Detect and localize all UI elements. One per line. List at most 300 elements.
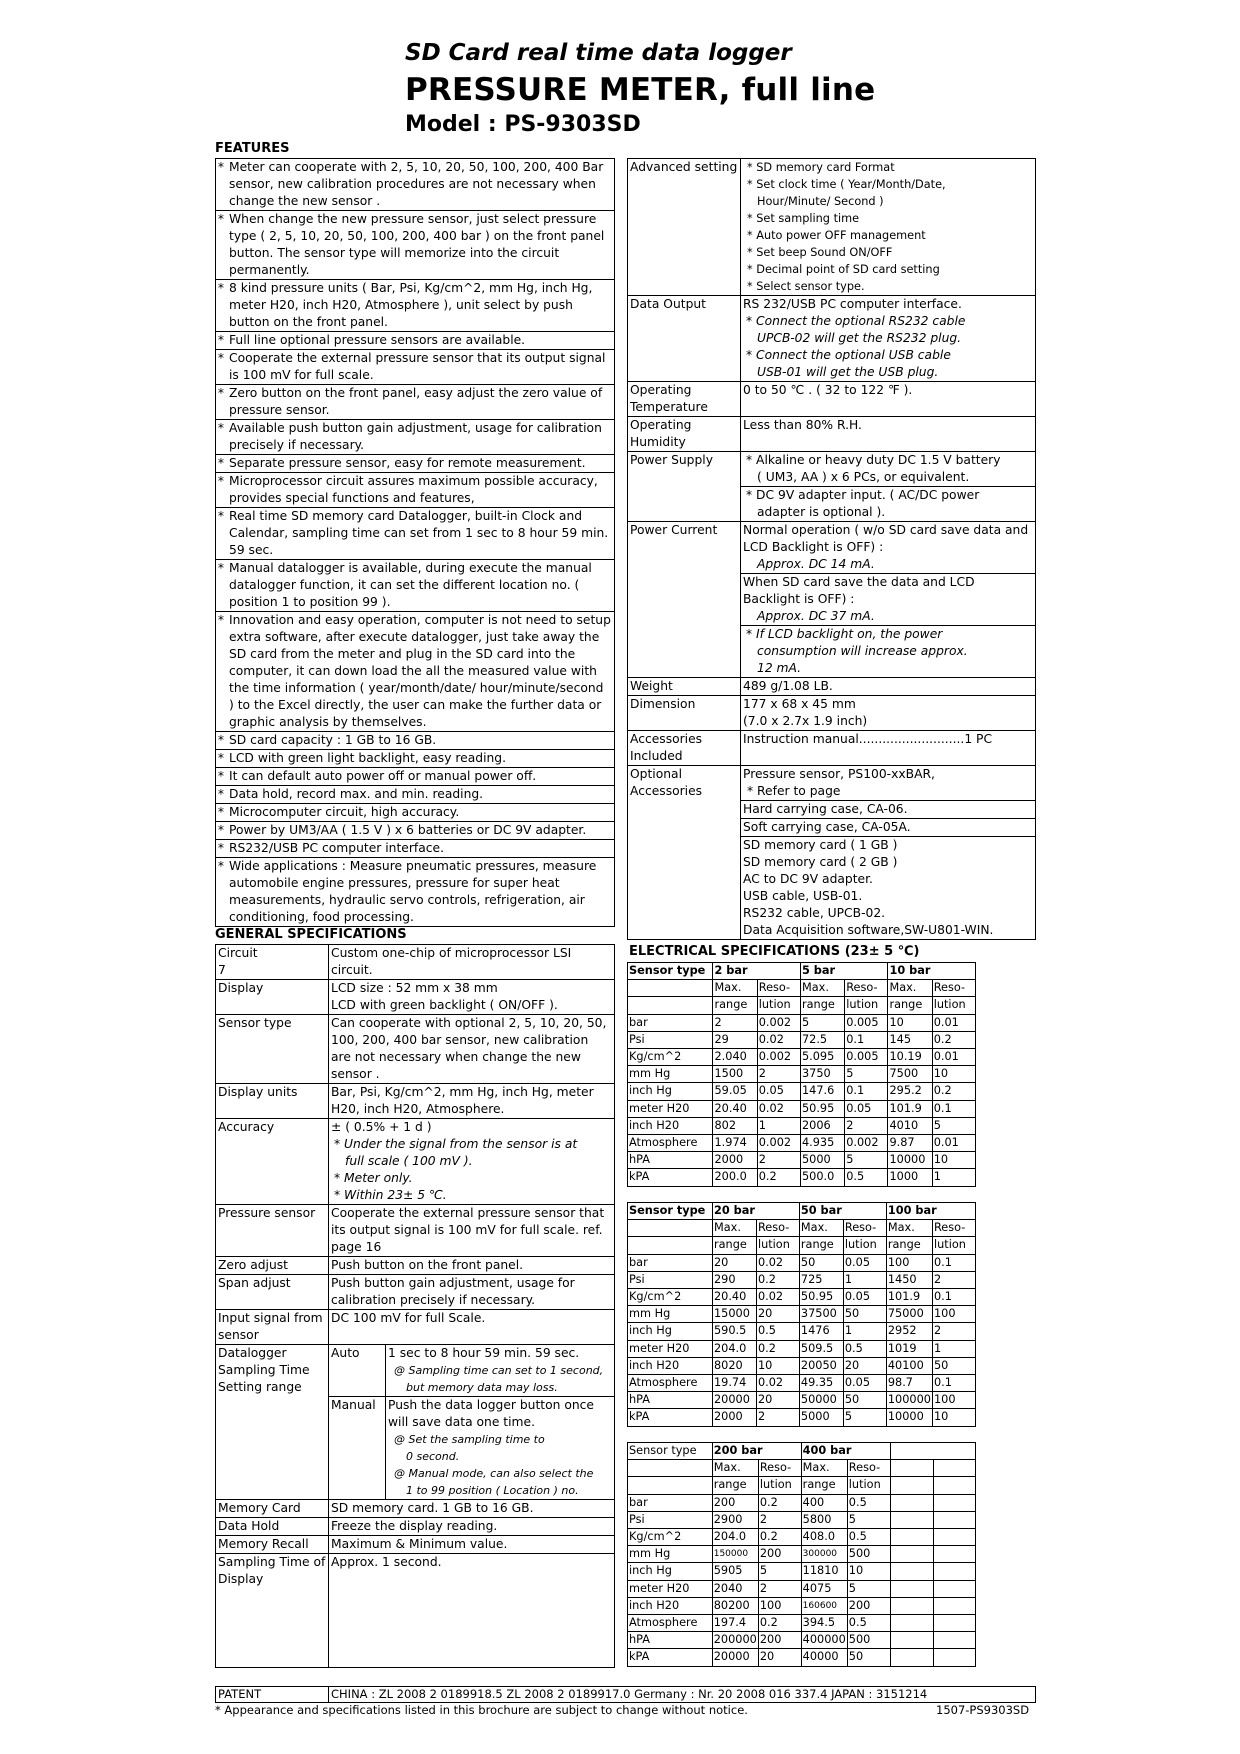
feature-row xyxy=(216,750,615,768)
value-cell: 0.02 xyxy=(756,1254,799,1271)
gen-line: LCD with green backlight ( ON/OFF ). xyxy=(331,998,558,1012)
feature-row xyxy=(216,211,615,280)
value-cell: 147.6 xyxy=(800,1083,844,1100)
gen-label: Sensor type xyxy=(216,1015,329,1084)
value-cell: 0.2 xyxy=(932,1083,975,1100)
value-cell: 0.002 xyxy=(845,1135,888,1152)
value-cell: 408.0 xyxy=(801,1529,847,1546)
general-spec-table xyxy=(215,944,615,1668)
value-cell: 5000 xyxy=(800,1152,844,1169)
gen-line: LCD size : 52 mm x 38 mm xyxy=(331,981,498,995)
value-cell: 5 xyxy=(843,1409,886,1426)
elec-data-row xyxy=(628,1031,976,1048)
value-cell: 0.1 xyxy=(845,1083,888,1100)
value-cell: 8020 xyxy=(712,1357,756,1374)
gen-row-memory xyxy=(216,1500,615,1518)
empty-cell xyxy=(933,1563,975,1580)
value-cell: 10 xyxy=(756,1357,799,1374)
value-cell: 7500 xyxy=(888,1066,932,1083)
sensor-range-header: 100 bar xyxy=(886,1203,975,1220)
value-cell: 5800 xyxy=(801,1511,847,1528)
value-cell: 0.5 xyxy=(847,1494,890,1511)
feature-text: LCD with green light backlight, easy reading. xyxy=(226,750,615,768)
gen-row-sampling xyxy=(216,1554,615,1668)
gen-label: Span adjust xyxy=(216,1275,329,1310)
sensor-range-header: 10 bar xyxy=(888,963,976,980)
power-current-line: 12 mA. xyxy=(757,661,802,675)
elec-data-row xyxy=(628,1597,976,1614)
value-cell: 200 xyxy=(758,1546,801,1563)
feature-row xyxy=(216,840,615,858)
unit-label: bar xyxy=(628,1254,713,1271)
unit-label: Kg/cm^2 xyxy=(628,1289,713,1306)
spec-label: Advanced setting xyxy=(628,159,741,296)
spec-value xyxy=(741,696,1036,731)
gen-sublabel: Manual xyxy=(329,1397,386,1500)
value-cell: 0.5 xyxy=(847,1615,890,1632)
value-cell: 2 xyxy=(758,1580,801,1597)
empty-cell xyxy=(628,1237,713,1254)
value-cell: 10000 xyxy=(886,1409,932,1426)
power-current-line: * If LCD backlight on, the power xyxy=(746,627,943,641)
patent-value: CHINA : ZL 2008 2 0189918.5 ZL 2008 2 0189917.0 Germany : Nr. 20 2008 016 337.4 JAPAN : 3151214 xyxy=(329,1687,1036,1703)
gen-row-zero xyxy=(216,1257,615,1275)
elec-data-row xyxy=(628,1546,976,1563)
bullet-asterisk: * xyxy=(216,822,227,840)
elec-data-row xyxy=(628,1083,976,1100)
feature-text: Zero button on the front panel, easy adjust the zero value of pressure sensor. xyxy=(226,385,615,420)
gen-line: * Under the signal from the sensor is at xyxy=(334,1137,578,1151)
value-cell: 0.01 xyxy=(932,1135,975,1152)
feature-text: Microprocessor circuit assures maximum possible accuracy, provides special functions and features, xyxy=(226,473,615,508)
unit-label: inch Hg xyxy=(628,1323,713,1340)
elec-data-row xyxy=(628,1066,976,1083)
general-title: GENERAL SPECIFICATIONS xyxy=(215,927,407,942)
feature-row xyxy=(216,768,615,786)
value-cell: 150000 xyxy=(712,1546,758,1563)
spec-value xyxy=(741,296,1036,382)
col-resolution-label: Reso- xyxy=(845,980,888,997)
feature-text: 8 kind pressure units ( Bar, Psi, Kg/cm^2, mm Hg, inch Hg, meter H20, inch H20, Atmosphere ), unit select by push button on the front panel. xyxy=(226,280,615,332)
elec-header-row xyxy=(628,1443,976,1460)
col-maxrange-label: range xyxy=(799,1237,843,1254)
gen-label: Display units xyxy=(216,1084,329,1119)
adv-item: * Set clock time ( Year/Month/Date, xyxy=(747,178,946,191)
empty-cell xyxy=(628,1460,713,1477)
elec-data-row xyxy=(628,1169,976,1186)
spec-label: Optional Accessories xyxy=(628,766,741,940)
spec-row-advanced xyxy=(628,159,1036,296)
empty-cell xyxy=(890,1511,933,1528)
value-cell: 145 xyxy=(888,1031,932,1048)
unit-label: Atmosphere xyxy=(628,1135,713,1152)
sensor-type-label: Sensor type xyxy=(628,963,713,980)
value-cell: 50 xyxy=(843,1392,886,1409)
optional-line: SD memory card ( 2 GB ) xyxy=(743,855,898,869)
gen-label-text: Circuit xyxy=(218,946,258,960)
empty-cell xyxy=(628,980,713,997)
value-cell: 394.5 xyxy=(801,1615,847,1632)
value-cell: 0.1 xyxy=(932,1375,975,1392)
value-cell: 20000 xyxy=(712,1649,758,1666)
empty-cell xyxy=(933,1649,975,1666)
spec-label: Accessories Included xyxy=(628,731,741,766)
unit-label: bar xyxy=(628,1494,713,1511)
unit-label: mm Hg xyxy=(628,1546,713,1563)
sensor-range-header: 200 bar xyxy=(712,1443,801,1460)
gen-row-circuit xyxy=(216,945,615,980)
gen-line: 0 second. xyxy=(406,1450,460,1463)
bullet-asterisk: * xyxy=(216,508,227,560)
unit-label: hPA xyxy=(628,1152,713,1169)
value-cell: 2006 xyxy=(800,1117,844,1134)
spec-row-data-output xyxy=(628,296,1036,382)
feature-text: It can default auto power off or manual power off. xyxy=(226,768,615,786)
gen-line: full scale ( 100 mV ). xyxy=(345,1154,473,1168)
unit-label: Psi xyxy=(628,1271,713,1288)
value-cell: 0.02 xyxy=(756,1289,799,1306)
value-cell: 2040 xyxy=(712,1580,758,1597)
value-cell: 19.74 xyxy=(712,1375,756,1392)
value-cell: 0.05 xyxy=(843,1375,886,1392)
feature-text: Full line optional pressure sensors are available. xyxy=(226,332,615,350)
empty-cell xyxy=(933,1511,975,1528)
empty-cell xyxy=(890,1615,933,1632)
elec-subheader-row xyxy=(628,1237,976,1254)
value-cell: 50 xyxy=(799,1254,843,1271)
gen-label: Datalogger Sampling Time Setting range xyxy=(216,1345,329,1500)
col-resolution-label: Reso- xyxy=(932,1220,975,1237)
bullet-asterisk: * xyxy=(216,420,227,455)
data-output-line: * Connect the optional RS232 cable xyxy=(746,314,966,328)
value-cell: 75000 xyxy=(886,1306,932,1323)
elec-header-row xyxy=(628,1203,976,1220)
value-cell: 802 xyxy=(713,1117,757,1134)
value-cell: 5 xyxy=(847,1580,890,1597)
spec-value xyxy=(741,159,1036,296)
value-cell: 160600 xyxy=(801,1597,847,1614)
gen-value xyxy=(386,1345,615,1397)
value-cell: 40000 xyxy=(801,1649,847,1666)
elec-data-row xyxy=(628,1014,976,1031)
unit-label: meter H20 xyxy=(628,1340,713,1357)
elec-data-row xyxy=(628,1100,976,1117)
gen-value: SD memory card. 1 GB to 16 GB. xyxy=(329,1500,615,1518)
spec-value: 0 to 50 ℃ . ( 32 to 122 ℉ ). xyxy=(741,382,1036,417)
doc-title: PRESSURE METER, full line xyxy=(405,72,876,108)
value-cell: 204.0 xyxy=(712,1340,756,1357)
elec-data-row xyxy=(628,1152,976,1169)
unit-label: meter H20 xyxy=(628,1580,713,1597)
value-cell: 0.05 xyxy=(845,1100,888,1117)
data-output-line: USB-01 will get the USB plug. xyxy=(757,365,939,379)
value-cell: 40100 xyxy=(886,1357,932,1374)
col-maxrange-label: Max. xyxy=(888,980,932,997)
gen-line: * Within 23± 5 ℃. xyxy=(334,1188,447,1202)
unit-label: Kg/cm^2 xyxy=(628,1049,713,1066)
feature-row xyxy=(216,420,615,455)
spec-row-weight xyxy=(628,678,1036,696)
col-resolution-label: Reso- xyxy=(932,980,975,997)
value-cell: 509.5 xyxy=(799,1340,843,1357)
col-resolution-label: Reso- xyxy=(756,1220,799,1237)
sensor-range-header: 20 bar xyxy=(712,1203,799,1220)
col-maxrange-label: range xyxy=(886,1237,932,1254)
spec-row-power-supply xyxy=(628,452,1036,487)
elec-data-row xyxy=(628,1649,976,1666)
unit-label: inch Hg xyxy=(628,1083,713,1100)
unit-label: hPA xyxy=(628,1392,713,1409)
value-cell: 10 xyxy=(932,1409,975,1426)
gen-value: Push button on the front panel. xyxy=(329,1257,615,1275)
col-maxrange-label: Max. xyxy=(712,1460,758,1477)
elec-data-row xyxy=(628,1254,976,1271)
elec-data-row xyxy=(628,1529,976,1546)
power-current-line: consumption will increase approx. xyxy=(757,644,968,658)
value-cell: 20.40 xyxy=(712,1289,756,1306)
empty-cell xyxy=(890,1546,933,1563)
gen-row-hold xyxy=(216,1518,615,1536)
sensor-range-header: 400 bar xyxy=(801,1443,890,1460)
value-cell: 197.4 xyxy=(712,1615,758,1632)
unit-label: mm Hg xyxy=(628,1306,713,1323)
gen-label: Display xyxy=(216,980,329,1015)
value-cell: 72.5 xyxy=(800,1031,844,1048)
feature-row xyxy=(216,455,615,473)
empty-cell xyxy=(933,1494,975,1511)
feature-row xyxy=(216,473,615,508)
spec-row-optional xyxy=(628,766,1036,801)
elec-data-row xyxy=(628,1511,976,1528)
feature-text: Real time SD memory card Datalogger, built-in Clock and Calendar, sampling time can set from 1 sec to 8 hour 59 min. 59 sec. xyxy=(226,508,615,560)
value-cell: 4075 xyxy=(801,1580,847,1597)
gen-line: @ Sampling time can set to 1 second, xyxy=(394,1364,604,1377)
spec-value: Soft carrying case, CA-05A. xyxy=(741,819,1036,837)
feature-row xyxy=(216,804,615,822)
value-cell: 2900 xyxy=(712,1511,758,1528)
gen-row-display xyxy=(216,980,615,1015)
data-output-line: RS 232/USB PC computer interface. xyxy=(743,297,962,311)
value-cell: 2 xyxy=(845,1117,888,1134)
col-resolution-label xyxy=(933,1477,975,1494)
elec-data-row xyxy=(628,1289,976,1306)
value-cell: 2 xyxy=(757,1066,800,1083)
value-cell: 0.2 xyxy=(757,1169,800,1186)
value-cell: 5905 xyxy=(712,1563,758,1580)
empty-cell xyxy=(933,1597,975,1614)
value-cell: 0.002 xyxy=(757,1014,800,1031)
value-cell: 100 xyxy=(758,1597,801,1614)
col-maxrange-label xyxy=(890,1477,933,1494)
bullet-asterisk: * xyxy=(216,840,227,858)
power-current-line: Normal operation ( w/o SD card save data and LCD Backlight is OFF) : xyxy=(743,523,1029,554)
value-cell: 2000 xyxy=(712,1409,756,1426)
value-cell: 200000 xyxy=(712,1632,758,1649)
value-cell: 200 xyxy=(758,1632,801,1649)
value-cell: 2 xyxy=(756,1409,799,1426)
value-cell: 15000 xyxy=(712,1306,756,1323)
value-cell: 725 xyxy=(799,1271,843,1288)
bullet-asterisk: * xyxy=(216,473,227,508)
empty-cell xyxy=(628,1477,713,1494)
bullet-asterisk: * xyxy=(216,332,227,350)
col-maxrange-label: Max. xyxy=(712,1220,756,1237)
feature-text: Separate pressure sensor, easy for remote measurement. xyxy=(226,455,615,473)
value-cell: 1 xyxy=(757,1117,800,1134)
value-cell: 49.35 xyxy=(799,1375,843,1392)
empty-cell xyxy=(933,1615,975,1632)
optional-line: Pressure sensor, PS100-xxBAR, xyxy=(743,767,935,781)
bullet-asterisk: * xyxy=(216,211,227,280)
value-cell: 0.01 xyxy=(932,1049,975,1066)
value-cell: 0.02 xyxy=(757,1100,800,1117)
col-resolution-label: lution xyxy=(756,1237,799,1254)
empty-cell xyxy=(890,1580,933,1597)
elec-subheader-row xyxy=(628,980,976,997)
elec-data-row xyxy=(628,1135,976,1152)
value-cell: 50.95 xyxy=(800,1100,844,1117)
empty-cell xyxy=(890,1649,933,1666)
value-cell: 0.005 xyxy=(845,1049,888,1066)
value-cell: 5 xyxy=(800,1014,844,1031)
gen-label: Data Hold xyxy=(216,1518,329,1536)
unit-label: Atmosphere xyxy=(628,1375,713,1392)
col-resolution-label: lution xyxy=(932,997,975,1014)
value-cell: 5000 xyxy=(799,1409,843,1426)
elec-data-row xyxy=(628,1049,976,1066)
spec-value xyxy=(741,487,1036,522)
value-cell: 0.5 xyxy=(843,1340,886,1357)
value-cell: 200.0 xyxy=(713,1169,757,1186)
value-cell: 2 xyxy=(757,1152,800,1169)
feature-text: SD card capacity : 1 GB to 16 GB. xyxy=(226,732,615,750)
value-cell: 20000 xyxy=(712,1392,756,1409)
value-cell: 500.0 xyxy=(800,1169,844,1186)
value-cell: 2 xyxy=(932,1271,975,1288)
feature-row xyxy=(216,159,615,211)
gen-line: @ Manual mode, can also select the xyxy=(394,1467,594,1480)
elec-data-row xyxy=(628,1494,976,1511)
gen-value xyxy=(386,1397,615,1500)
col-maxrange-label: Max. xyxy=(886,1220,932,1237)
value-cell: 10000 xyxy=(888,1152,932,1169)
sensor-type-label: Sensor type xyxy=(628,1203,713,1220)
value-cell: 50 xyxy=(932,1357,975,1374)
bullet-asterisk: * xyxy=(216,350,227,385)
col-maxrange-label: range xyxy=(801,1477,847,1494)
unit-label: kPA xyxy=(628,1409,713,1426)
value-cell: 101.9 xyxy=(888,1100,932,1117)
value-cell: 0.02 xyxy=(756,1375,799,1392)
value-cell: 0.01 xyxy=(932,1014,975,1031)
unit-label: Kg/cm^2 xyxy=(628,1529,713,1546)
value-cell: 0.2 xyxy=(756,1340,799,1357)
value-cell: 1450 xyxy=(886,1271,932,1288)
adv-item: * Set sampling time xyxy=(747,212,860,225)
optional-line: USB cable, USB-01. xyxy=(743,889,863,903)
empty-cell xyxy=(628,997,713,1014)
empty-cell xyxy=(933,1529,975,1546)
elec-subheader-row xyxy=(628,1460,976,1477)
col-resolution-label: lution xyxy=(758,1477,801,1494)
gen-label: Memory Recall xyxy=(216,1536,329,1554)
value-cell: 0.002 xyxy=(757,1135,800,1152)
feature-row xyxy=(216,612,615,732)
sensor-range-header: 2 bar xyxy=(713,963,800,980)
value-cell: 4.935 xyxy=(800,1135,844,1152)
elec-data-row xyxy=(628,1271,976,1288)
spec-label: Power Current xyxy=(628,522,741,678)
elec-data-row xyxy=(628,1323,976,1340)
footer-note: * Appearance and specifications listed in this brochure are subject to change without notice. xyxy=(215,1703,748,1717)
value-cell: 0.5 xyxy=(847,1529,890,1546)
power-supply-line: * Alkaline or heavy duty DC 1.5 V battery xyxy=(746,453,1001,467)
gen-line: but memory data may loss. xyxy=(406,1381,558,1394)
unit-label: inch H20 xyxy=(628,1357,713,1374)
value-cell: 0.2 xyxy=(758,1494,801,1511)
unit-label: mm Hg xyxy=(628,1066,713,1083)
value-cell: 2952 xyxy=(886,1323,932,1340)
spec-label: Dimension xyxy=(628,696,741,731)
spec-value xyxy=(741,766,1036,801)
elec-table-2 xyxy=(627,1202,976,1427)
gen-row-pressure-sensor xyxy=(216,1205,615,1257)
patent-label: PATENT xyxy=(216,1687,329,1703)
data-output-line: UPCB-02 will get the RS232 plug. xyxy=(757,331,962,345)
feature-row xyxy=(216,280,615,332)
value-cell: 0.005 xyxy=(845,1014,888,1031)
adv-item: * SD memory card Format xyxy=(747,161,895,174)
gen-line: 1 sec to 8 hour 59 min. 59 sec. xyxy=(388,1346,580,1360)
value-cell: 10.19 xyxy=(888,1049,932,1066)
col-maxrange-label: Max. xyxy=(713,980,757,997)
value-cell: 101.9 xyxy=(886,1289,932,1306)
col-maxrange-label: Max. xyxy=(800,980,844,997)
value-cell: 11810 xyxy=(801,1563,847,1580)
value-cell: 20 xyxy=(756,1392,799,1409)
unit-label: kPA xyxy=(628,1169,713,1186)
col-resolution-label: lution xyxy=(932,1237,975,1254)
elec-data-row xyxy=(628,1409,976,1426)
footer-code: 1507-PS9303SD xyxy=(936,1703,1030,1717)
spec-value: Hard carrying case, CA-06. xyxy=(741,801,1036,819)
value-cell: 80200 xyxy=(712,1597,758,1614)
value-cell: 295.2 xyxy=(888,1083,932,1100)
optional-line: SD memory card ( 1 GB ) xyxy=(743,838,898,852)
gen-label: Input signal from sensor xyxy=(216,1310,329,1345)
power-supply-line: ( UM3, AA ) x 6 PCs, or equivalent. xyxy=(757,470,970,484)
value-cell: 0.05 xyxy=(843,1289,886,1306)
value-cell: 20050 xyxy=(799,1357,843,1374)
gen-value: Can cooperate with optional 2, 5, 10, 20, 50, 100, 200, 400 bar sensor, new calibration are not necessary when change the new sensor . xyxy=(329,1015,615,1084)
feature-text: Meter can cooperate with 2, 5, 10, 20, 50, 100, 200, 400 Bar sensor, new calibration procedures are not necessary when change the new sensor . xyxy=(226,159,615,211)
gen-value: Approx. 1 second. xyxy=(329,1554,615,1668)
value-cell: 200 xyxy=(847,1597,890,1614)
spec-value: 489 g/1.08 LB. xyxy=(741,678,1036,696)
value-cell: 0.1 xyxy=(932,1100,975,1117)
value-cell: 100 xyxy=(886,1254,932,1271)
value-cell: 9.87 xyxy=(888,1135,932,1152)
gen-value: Bar, Psi, Kg/cm^2, mm Hg, inch Hg, meter H20, inch H20, Atmosphere. xyxy=(329,1084,615,1119)
value-cell: 5 xyxy=(845,1152,888,1169)
power-supply-line: adapter is optional ). xyxy=(757,505,886,519)
gen-label xyxy=(216,945,329,980)
elec-data-row xyxy=(628,1117,976,1134)
value-cell: 0.5 xyxy=(845,1169,888,1186)
elec-data-row xyxy=(628,1306,976,1323)
gen-value: Custom one-chip of microprocessor LSI circuit. xyxy=(329,945,615,980)
col-resolution-label: Reso- xyxy=(758,1460,801,1477)
